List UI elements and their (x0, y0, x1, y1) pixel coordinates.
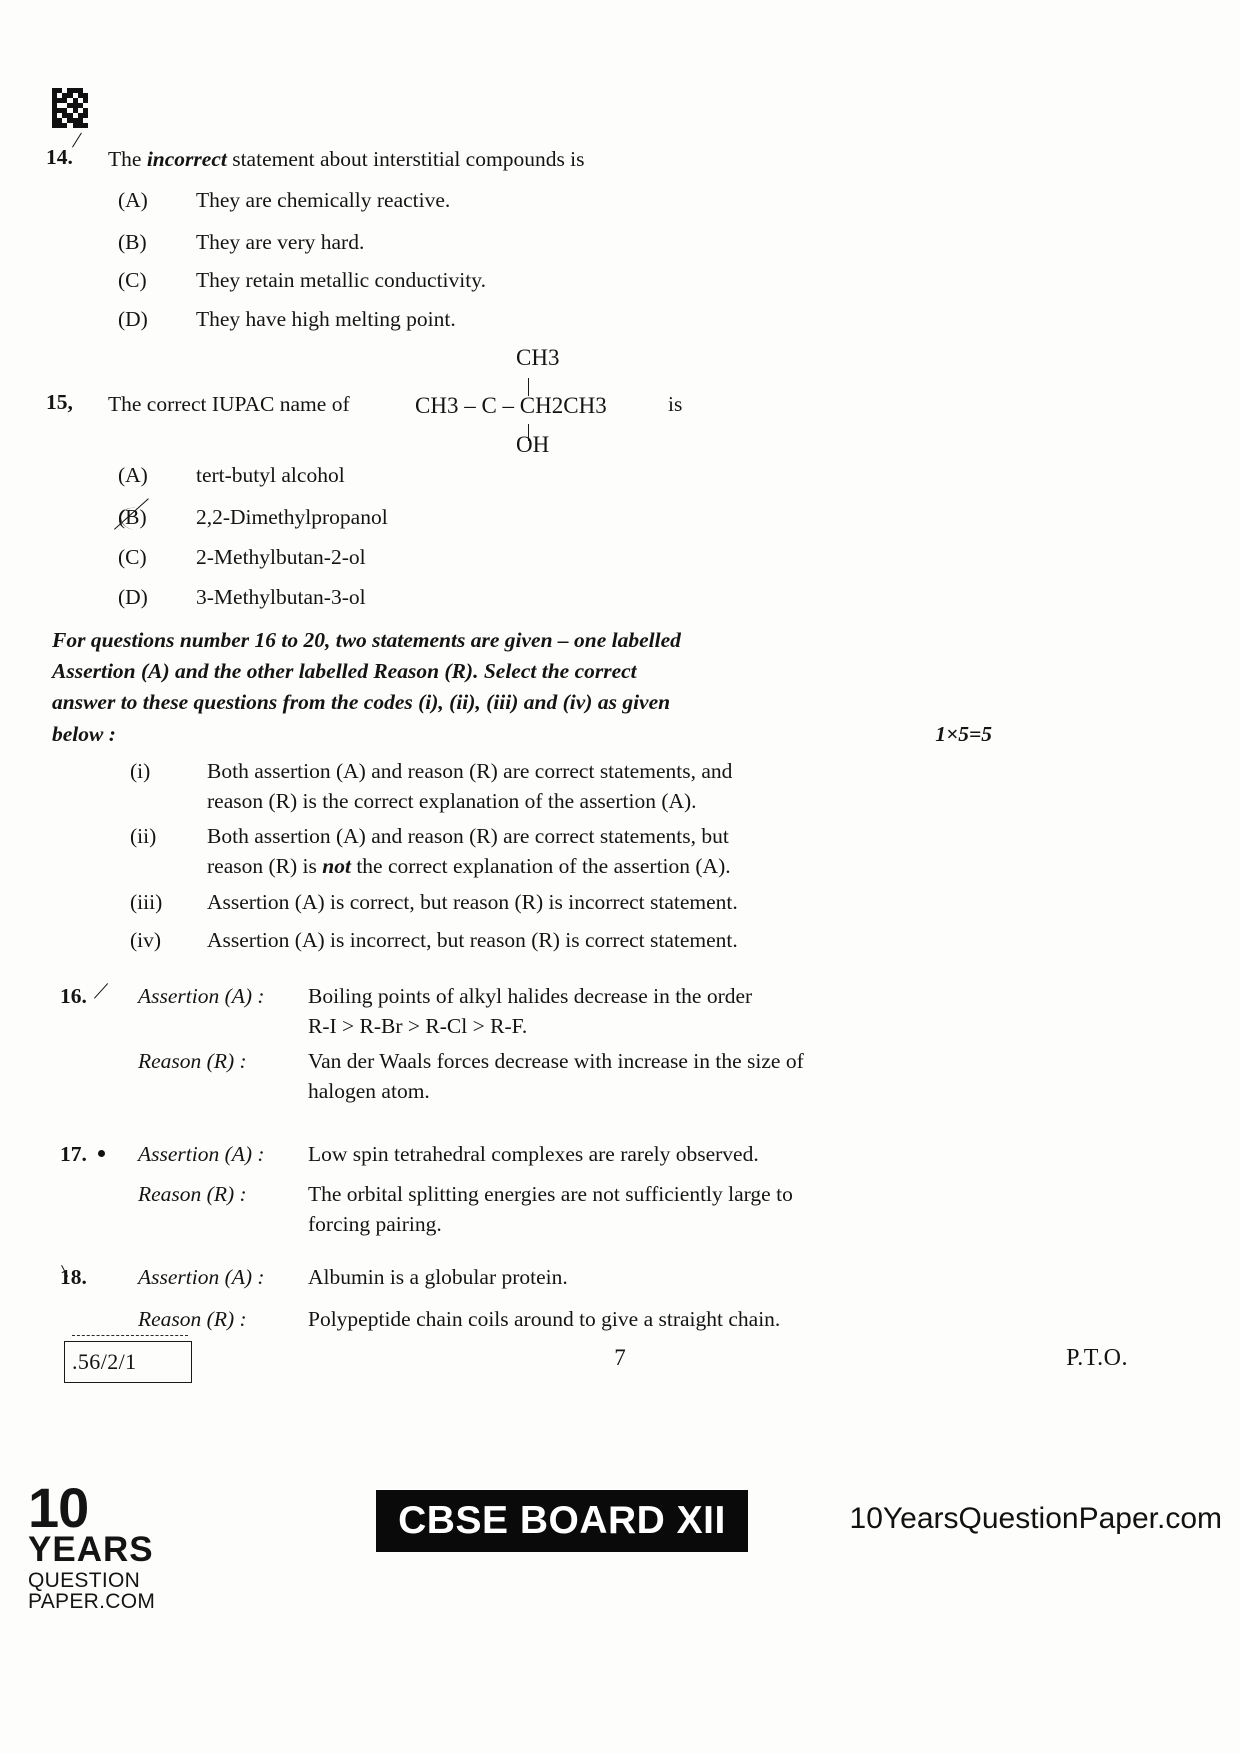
question-14-option-d[interactable] (118, 307, 456, 332)
code-i-line-2: reason (R) is the correct explanation of the assertion (A). (207, 788, 697, 813)
instruction-line-4: below : (52, 721, 116, 746)
q16-assertion-label: Assertion (A) : (138, 984, 265, 1008)
brand-question-paper: QUESTION PAPER.COM (28, 1569, 156, 1613)
q16-assertion-line-1: Boiling points of alkyl halides decrease in the order (308, 984, 753, 1008)
q17-reason-spacer (60, 1180, 138, 1239)
q16-reason-spacer (60, 1047, 138, 1106)
q17-reason-line-1: The orbital splitting energies are not sufficiently large to (308, 1182, 793, 1206)
question-14-option-a[interactable] (118, 188, 450, 213)
q16-reason-label: Reason (R) : (138, 1049, 247, 1073)
q15-structure-main-chain: CH3 – C – CH2CH3 (415, 393, 607, 418)
question-15 (46, 390, 350, 419)
q18-reason-spacer (60, 1305, 138, 1335)
code-ii-line-2b: the correct explanation of the assertion (A). (350, 853, 731, 878)
q17-assertion-line-1: Low spin tetrahedral complexes are rarely observed. (308, 1142, 759, 1166)
question-15-number: 15, (46, 390, 73, 414)
q15-option-a-label: (A) (118, 463, 148, 487)
code-i-number: (i) (130, 759, 151, 783)
brand-center-text: CBSE BOARD XII (398, 1499, 726, 1542)
code-option-iv[interactable] (130, 926, 935, 956)
q18-reason-label: Reason (R) : (138, 1307, 247, 1331)
q17-reason-label: Reason (R) : (138, 1182, 247, 1206)
q14-stem-suffix: statement about interstitial compounds is (226, 147, 585, 171)
brand-ten: 10 (28, 1476, 89, 1539)
q15-option-a-text: tert-butyl alcohol (196, 463, 345, 487)
code-option-ii[interactable] (130, 822, 935, 881)
q15-option-c-label: (C) (118, 545, 147, 569)
q15-stem-suffix: is (668, 392, 683, 416)
branding-strip (0, 1476, 1240, 1613)
footer-dashed-rule (72, 1335, 188, 1336)
question-14 (46, 145, 1026, 174)
code-iv-line-1: Assertion (A) is incorrect, but reason (R) is correct statement. (207, 928, 738, 952)
instruction-line-1: For questions number 16 to 20, two statements are given – one labelled (52, 628, 681, 652)
q16-reason-line-1: Van der Waals forces decrease with increase in the size of (308, 1049, 804, 1073)
q16-assertion-line-2: R-I > R-Br > R-Cl > R-F. (308, 1013, 528, 1038)
brand-center-box (376, 1490, 748, 1552)
q18-reason-line-1: Polypeptide chain coils around to give a straight chain. (308, 1307, 781, 1331)
q14-option-c-label: (C) (118, 268, 147, 292)
question-15-option-a[interactable] (118, 463, 345, 488)
q14-option-d-text: They have high melting point. (196, 307, 456, 331)
q14-option-b-label: (B) (118, 230, 147, 254)
question-18-number: 18. (60, 1263, 138, 1293)
q16-reason-line-2: halogen atom. (308, 1078, 430, 1103)
pto-label: P.T.O. (1066, 1345, 1128, 1371)
q15-option-c-text: 2-Methylbutan-2-ol (196, 545, 366, 569)
q17-assertion-label: Assertion (A) : (138, 1142, 265, 1166)
question-18-reason (60, 1305, 948, 1335)
q14-option-b-text: They are very hard. (196, 230, 365, 254)
code-i-line-1: Both assertion (A) and reason (R) are correct statements, and (207, 759, 733, 783)
question-15-option-c[interactable] (118, 545, 366, 570)
q15-option-b-label: (B) (118, 505, 196, 530)
code-option-i[interactable] (130, 757, 935, 816)
instruction-marks: 1×5=5 (935, 721, 992, 746)
q14-option-c-text: They retain metallic conductivity. (196, 268, 486, 292)
q18-assertion-label: Assertion (A) : (138, 1265, 265, 1289)
question-16-reason (60, 1047, 948, 1106)
q14-stem-emphasis: incorrect (146, 147, 227, 171)
qr-code-icon (52, 88, 88, 128)
question-14-stem (108, 145, 585, 174)
code-option-iii[interactable] (130, 888, 935, 918)
question-16-number: 16. (60, 982, 138, 1041)
question-15-option-d[interactable] (118, 585, 366, 610)
q14-option-a-text: They are chemically reactive. (196, 188, 451, 212)
code-ii-emphasis: not (322, 853, 351, 878)
brand-logo-left (28, 1476, 248, 1613)
code-iv-number: (iv) (130, 928, 162, 952)
question-17-number: 17. (60, 1140, 138, 1170)
q17-reason-line-2: forcing pairing. (308, 1211, 442, 1236)
brand-years: YEARS (28, 1530, 154, 1569)
question-14-number: 14. (46, 145, 108, 170)
paper-code: .56/2/1 (64, 1341, 192, 1383)
question-15-option-b[interactable] (118, 505, 388, 530)
instruction-line-2: Assertion (A) and the other labelled Reason (R). Select the correct (52, 659, 637, 684)
question-17-assertion (60, 1140, 948, 1170)
assertion-reason-instruction (52, 625, 992, 750)
question-15-stem: The correct IUPAC name of (108, 392, 350, 416)
question-14-option-b[interactable] (118, 230, 364, 255)
page-number: 7 (614, 1345, 626, 1370)
q14-option-d-label: (D) (118, 307, 148, 331)
question-17-reason (60, 1180, 948, 1239)
code-ii-line-2a: reason (R) is (207, 853, 323, 878)
code-ii-number: (ii) (130, 824, 157, 848)
q15-option-b-text: 2,2-Dimethylpropanol (196, 505, 388, 529)
instruction-line-3: answer to these questions from the codes (i), (ii), (iii) and (iv) as given (52, 690, 671, 715)
q15-option-d-text: 3-Methylbutan-3-ol (196, 585, 366, 609)
q14-option-a-label: (A) (118, 188, 148, 212)
q15-structure-top-group: CH3 (516, 345, 560, 370)
question-14-option-c[interactable] (118, 268, 486, 293)
brand-site-url: 10YearsQuestionPaper.com (849, 1502, 1222, 1535)
q15-option-d-label: (D) (118, 585, 148, 609)
code-ii-line-1: Both assertion (A) and reason (R) are correct statements, but (207, 824, 729, 848)
question-16-assertion (60, 982, 948, 1041)
q15-structure-bottom-group: OH (516, 432, 550, 457)
question-18-assertion (60, 1263, 948, 1293)
q14-stem-prefix: The (108, 147, 147, 171)
q18-assertion-line-1: Albumin is a globular protein. (308, 1265, 568, 1289)
code-iii-line-1: Assertion (A) is correct, but reason (R) is incorrect statement. (207, 890, 738, 914)
code-iii-number: (iii) (130, 890, 163, 914)
